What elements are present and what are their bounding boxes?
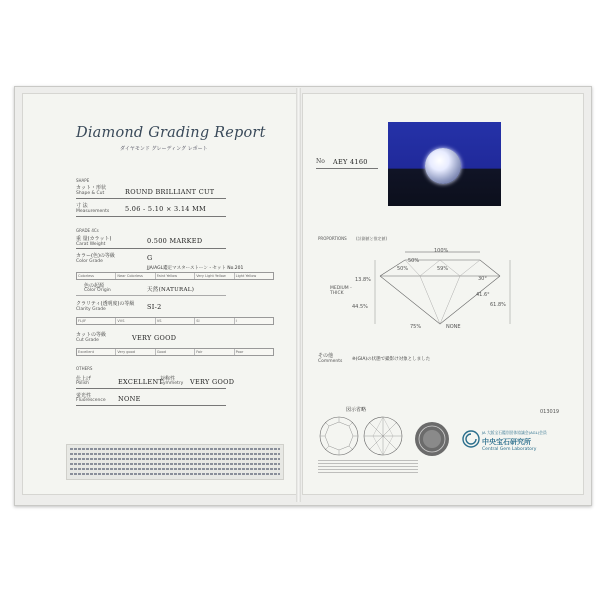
carat-value: 0.500 MARKED <box>147 237 203 245</box>
clarity-scale-cell: SI <box>195 318 234 324</box>
measurements-label-en: Measurements <box>76 209 110 214</box>
clarity-label-en: Clarity Grade <box>76 307 106 312</box>
symmetry-value: VERY GOOD <box>190 378 235 386</box>
lab-name-en: Central Gem Laboratory <box>482 447 537 452</box>
crown-plot-diagram <box>318 415 360 457</box>
folder-spine <box>296 88 301 502</box>
cut-value: VERY GOOD <box>132 334 177 342</box>
origin-rule <box>76 295 226 296</box>
fluorescence-label-en: Fluorescence <box>76 398 106 403</box>
clarity-scale-cell: I <box>235 319 237 323</box>
carat-label-en: Carat Weight <box>76 242 106 247</box>
crown-pct-right: 59% <box>437 266 449 272</box>
fine-print-block <box>66 444 284 480</box>
cut-scale-cell: Poor <box>235 350 244 354</box>
proportions-section-label: PROPORTIONS <box>318 236 347 241</box>
comments-label-ja: その他 <box>318 353 334 359</box>
cut-label-ja: カットの等級 <box>76 332 106 338</box>
color-value: G <box>147 254 153 262</box>
clarity-scale-cell: VVS <box>116 318 155 324</box>
proportion-diagram <box>350 246 520 338</box>
report-no-value: AEY 4160 <box>333 158 368 166</box>
origin-label-en: Color Origin <box>84 288 111 293</box>
crown-height: 13.8% <box>355 277 371 283</box>
comments-text: ※(GIA)の状態で撮影け対象としました <box>352 357 431 362</box>
measurements-label-ja: 寸 法 <box>76 203 88 209</box>
lab-name-ja: 中央宝石研究所 <box>482 438 531 446</box>
lower-half-pct: 75% <box>410 324 422 330</box>
cut-scale-cell: Good <box>156 349 195 355</box>
color-scale-cell: Near Colorless <box>116 273 155 279</box>
color-label-en: Color Grade <box>76 259 103 264</box>
color-scale-cell: Faint Yellow <box>156 273 195 279</box>
shape-value: ROUND BRILLIANT CUT <box>125 188 215 196</box>
shape-section-label: SHAPE <box>76 178 90 183</box>
color-scale-cell: Very Light Yellow <box>195 273 234 279</box>
fluorescence-value: NONE <box>118 395 141 403</box>
total-depth: 61.8% <box>490 302 506 308</box>
report-no-label: No <box>316 158 325 165</box>
master-stone-value: JJA/AGL鑑定マスターストーン・セット No.201 <box>147 266 244 271</box>
proportions-note: (計測値と推定値) <box>356 236 388 241</box>
color-label-ja: カラー(色)の等級 <box>76 253 115 259</box>
plot-label: 図示省略 <box>346 407 367 413</box>
left-page <box>22 93 297 495</box>
shape-label-en: Shape & Cut <box>76 191 105 196</box>
clarity-label-ja: クラリティ(透明度)の等級 <box>76 301 135 307</box>
fluorescence-rule <box>76 405 226 406</box>
crown-pct-left: 50% <box>397 266 409 272</box>
pavilion-angle: 41.6° <box>476 292 490 298</box>
comments-label-en: Comments <box>318 359 343 364</box>
lab-membership: JA 大阪宝石鑑別団体協議会(AGL)会員 <box>482 430 547 435</box>
shape-rule <box>76 198 226 199</box>
table-pct: 100% <box>434 248 449 254</box>
clarity-scale <box>76 317 274 325</box>
polish-label-ja: 仕上げ <box>76 376 92 382</box>
diamond-stone <box>425 148 461 184</box>
lab-seal-icon <box>414 421 450 457</box>
report-no-rule <box>316 168 378 169</box>
polish-value: EXCELLENT <box>118 378 164 386</box>
girdle-value: MEDIUM - THICK <box>330 286 352 296</box>
cut-scale-cell: Fair <box>195 349 234 355</box>
pavilion-depth: 44.5% <box>352 304 368 310</box>
cut-scale-cell: Very good <box>116 349 155 355</box>
measurements-value: 5.06 - 5.10 × 3.14 MM <box>125 205 207 213</box>
crown-pct-top: 50% <box>408 258 420 264</box>
symmetry-label-en: Symmetry <box>160 381 184 386</box>
clarity-value: SI-2 <box>147 303 162 311</box>
grade-section-label: GRADE 4Cs <box>76 228 99 233</box>
carat-label-ja: 重 量(カラット) <box>76 236 112 242</box>
carat-rule <box>76 248 226 249</box>
clarity-scale-cell: VS <box>156 318 195 324</box>
pavilion-plot-diagram <box>362 415 404 457</box>
color-scale <box>76 272 274 280</box>
measurements-rule <box>76 216 226 217</box>
origin-label-ja: 色の起源 <box>84 283 105 289</box>
cut-scale <box>76 348 274 356</box>
cut-scale-cell: Excellent <box>77 349 116 355</box>
origin-value: 天然(NATURAL) <box>147 287 195 293</box>
color-scale-cell: Colorless <box>77 273 116 279</box>
clarity-scale-cell: FL/IF <box>77 318 116 324</box>
shape-label-ja: カット・形状 <box>76 185 106 191</box>
polish-label-en: Polish <box>76 381 90 386</box>
serial-number: 013019 <box>540 409 560 415</box>
fluorescence-label-ja: 蛍光性 <box>76 393 92 399</box>
report-subtitle: ダイヤモンド グレーディング レポート <box>120 146 208 152</box>
polish-rule <box>76 388 226 389</box>
seal-fine-print <box>318 460 418 474</box>
color-scale-cell: Light Yellow <box>235 274 257 278</box>
others-section-label: OTHERS <box>76 366 93 371</box>
report-title: Diamond Grading Report <box>76 125 266 141</box>
crown-angle: 30° <box>478 276 487 282</box>
symmetry-label-ja: 対称性 <box>160 376 176 382</box>
lab-logo-icon <box>462 430 480 448</box>
culet-value: NONE <box>446 324 461 330</box>
cut-label-en: Cut Grade <box>76 338 99 343</box>
